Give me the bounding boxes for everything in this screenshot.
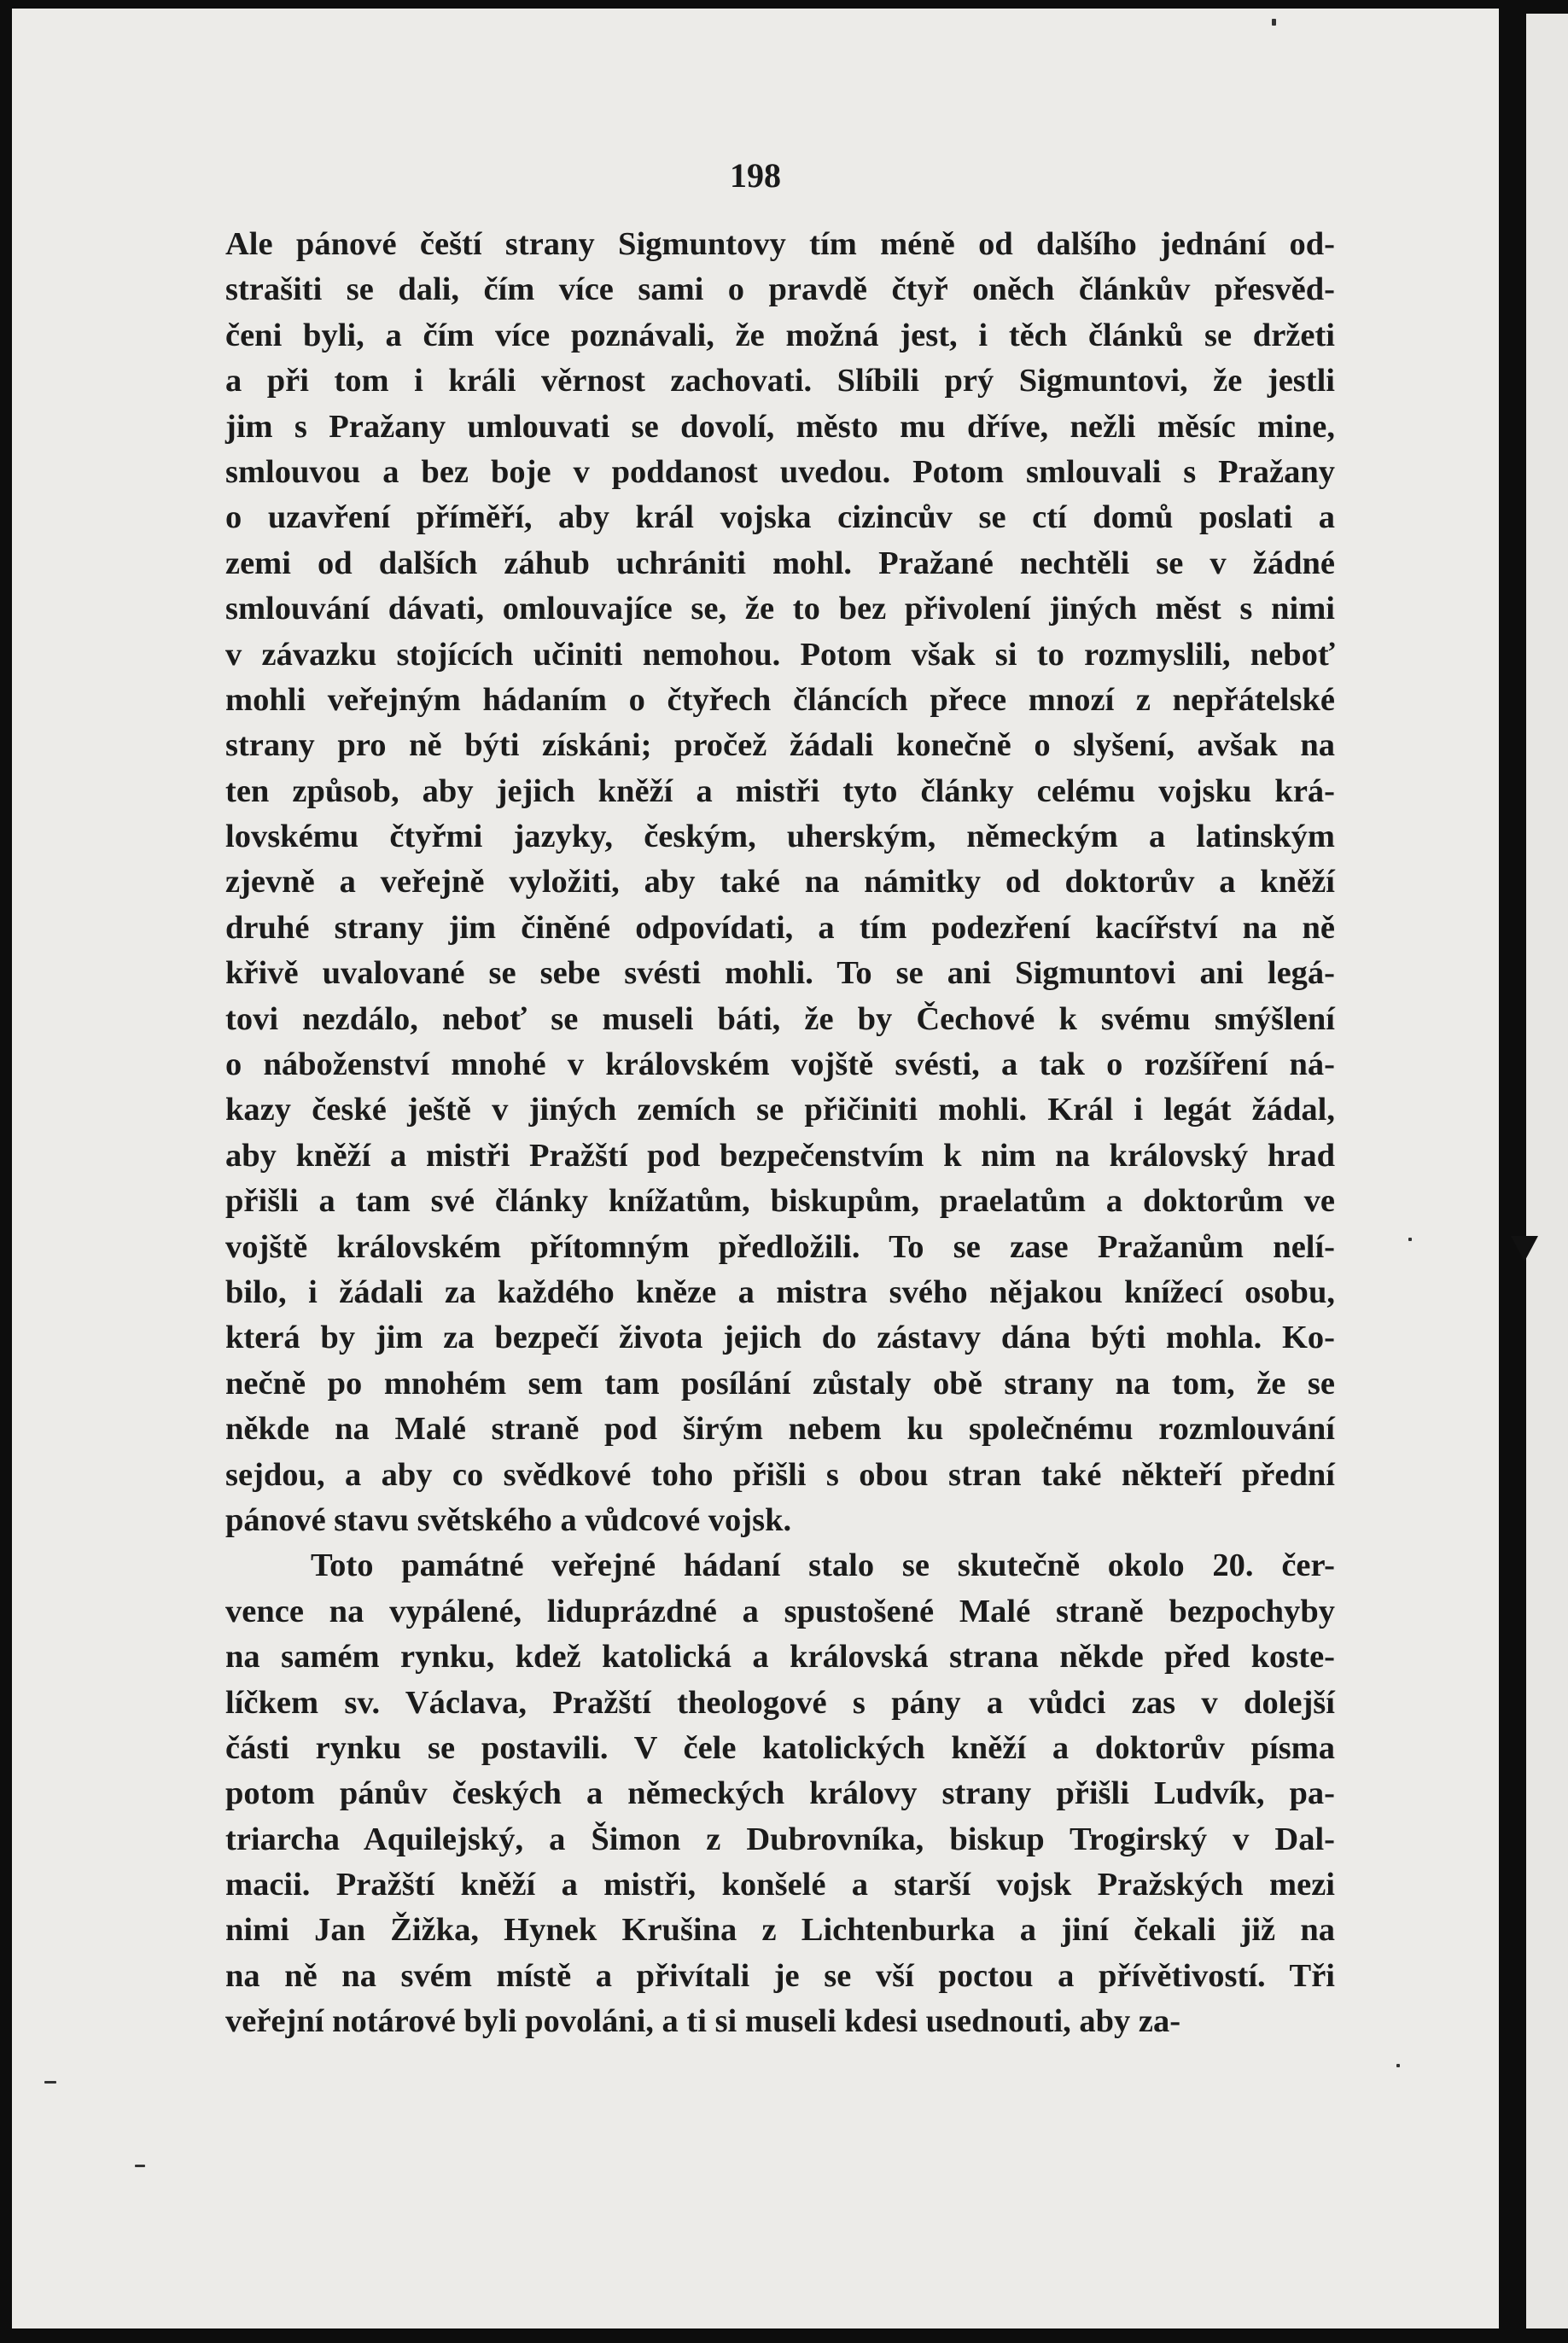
text-line: vence na vypálené, liduprázdné a spustošené Malé straně bezpochyby — [225, 1593, 1335, 1629]
scan-speck — [1396, 2064, 1400, 2067]
text-line: potom pánův českých a německých královy strany přišli Ludvík, pa- — [225, 1775, 1335, 1812]
text-line: a při tom i králi věrnost zachovati. Slíbili prý Sigmuntovi, že jestli — [225, 363, 1335, 399]
scan-speck — [135, 2165, 145, 2167]
text-line: zjevně a veřejně vyložiti, aby také na námitky od doktorův a kněží — [225, 864, 1335, 900]
text-line: čeni byli, a čím více poznávali, že možná jest, i těch článků se držeti — [225, 317, 1335, 353]
text-line: na samém rynku, kdež katolická a královská strana někde před koste- — [225, 1639, 1335, 1676]
page-marker-icon — [1511, 1236, 1538, 1262]
text-line: líčkem sv. Václava, Pražští theologové s pány a vůdci zas v dolejší — [225, 1684, 1335, 1721]
text-line: vojště královském přítomným předložili. To se zase Pražanům nelí- — [225, 1228, 1335, 1265]
text-line: nimi Jan Žižka, Hynek Krušina z Lichtenburka a jiní čekali již na — [225, 1912, 1335, 1949]
page-number: 198 — [730, 156, 781, 195]
text-line: smlouvou a bez boje v poddanost uvedou. Potom smlouvali s Pražany — [225, 453, 1335, 490]
body-text — [225, 222, 1335, 2045]
text-line: která by jim za bezpečí života jejich do zástavy dána býti mohla. Ko- — [225, 1320, 1335, 1356]
text-line: někde na Malé straně pod širým nebem ku společnému rozmlouvání — [225, 1411, 1335, 1448]
scan-speck — [1408, 1238, 1412, 1241]
text-line: v závazku stojících učiniti nemohou. Potom však si to rozmyslili, neboť — [225, 636, 1335, 673]
text-line: zemi od dalších záhub uchrániti mohl. Pražané nechtěli se v žádné — [225, 545, 1335, 581]
text-line: pánové stavu světského a vůdcové vojsk. — [225, 1501, 792, 1538]
text-line: o uzavření příměří, aby král vojska cizincův se ctí domů poslati a — [225, 499, 1335, 536]
scan-speck — [1272, 19, 1276, 26]
text-line: Ale pánové čeští strany Sigmuntovy tím méně od dalšího jednání od- — [225, 226, 1335, 262]
text-line: macii. Pražští kněží a mistři, konšelé a starší vojsk Pražských mezi — [225, 1867, 1335, 1903]
text-line: Toto památné veřejné hádaní stalo se skutečně okolo 20. čer- — [311, 1547, 1335, 1584]
scan-speck — [44, 2081, 56, 2084]
text-line: tovi nezdálo, neboť se museli báti, že by Čechové k svému smýšlení — [225, 1000, 1335, 1037]
book-page — [12, 9, 1499, 2328]
text-line: mohli veřejným hádaním o čtyřech článcích přece mnozí z nepřátelské — [225, 681, 1335, 718]
text-line: veřejní notárové byli povoláni, a ti si museli kdesi usednouti, aby za- — [225, 2003, 1181, 2040]
text-line: sejdou, a aby co svědkové toho přišli s obou stran také někteří přední — [225, 1456, 1335, 1493]
text-line: nečně po mnohém sem tam posílání zůstaly obě strany na tom, že se — [225, 1365, 1335, 1402]
text-line: křivě uvalované se sebe svésti mohli. To se ani Sigmuntovi ani legá- — [225, 955, 1335, 992]
text-line: na ně na svém místě a přivítali je se vší poctou a přívětivostí. Tři — [225, 1957, 1335, 1994]
text-line: bilo, i žádali za každého kněze a mistra svého nějakou knížecí osobu, — [225, 1273, 1335, 1310]
text-line: přišli a tam své články knížatům, biskupům, praelatům a doktorům ve — [225, 1183, 1335, 1220]
adjacent-page-edge — [1526, 14, 1568, 2328]
text-line: jim s Pražany umlouvati se dovolí, město mu dříve, nežli měsíc mine, — [225, 408, 1335, 445]
text-line: lovskému čtyřmi jazyky, českým, uherským, německým a latinským — [225, 819, 1335, 855]
text-line: kazy české ještě v jiných zemích se přičiniti mohli. Král i legát žádal, — [225, 1092, 1335, 1128]
text-line: aby kněží a mistři Pražští pod bezpečenstvím k nim na královský hrad — [225, 1137, 1335, 1174]
text-line: smlouvání dávati, omlouvajíce se, že to bez přivolení jiných měst s nimi — [225, 591, 1335, 627]
text-line: strašiti se dali, čím více sami o pravdě čtyř oněch článkův přesvěd- — [225, 271, 1335, 308]
text-line: části rynku se postavili. V čele katolických kněží a doktorův písma — [225, 1729, 1335, 1766]
text-line: ten způsob, aby jejich kněží a mistři tyto články celému vojsku krá- — [225, 772, 1335, 809]
text-line: triarcha Aquilejský, a Šimon z Dubrovníka, biskup Trogirský v Dal- — [225, 1821, 1335, 1857]
text-line: o náboženství mnohé v královském vojště svésti, a tak o rozšíření ná- — [225, 1046, 1335, 1083]
text-line: druhé strany jim činěné odpovídati, a tím podezření kacířství na ně — [225, 909, 1335, 946]
text-line: strany pro ně býti získáni; pročež žádali konečně o slyšení, avšak na — [225, 727, 1335, 764]
